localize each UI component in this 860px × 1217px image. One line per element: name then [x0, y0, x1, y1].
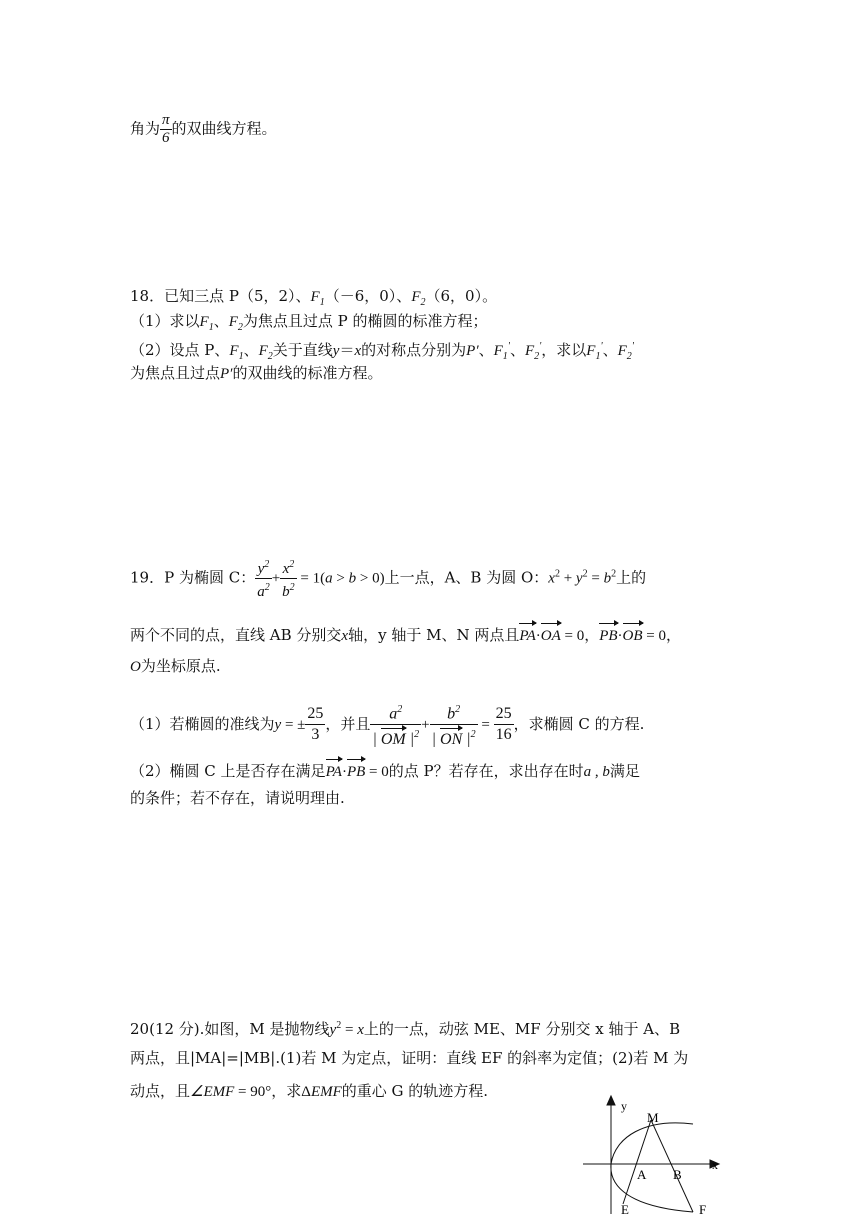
q19-line3: O为坐标原点. — [130, 657, 221, 675]
chord-me — [623, 1120, 651, 1204]
q18-line3: （2）设点 P、$F_1$、$F_2$关于直线y＝x的对称点分别为P′、$F_1'$、$F_2'$，求以$F_1'$、$F_2'$ — [130, 341, 634, 362]
top-line: 角为 $\frac{\pi}{6}$ 的双曲线方程。 — [130, 112, 277, 146]
q18-line4: 为焦点且过点P′的双曲线的标准方程。 — [130, 364, 383, 382]
q20-line1: 20(12 分).如图，M 是抛物线$y^2 = x$上的一点，动弦 ME、MF 分别交 x 轴于 A、B — [130, 1020, 681, 1038]
q20-line2: 两点，且|MA|=|MB|.(1)若 M 为定点，证明：直线 EF 的斜率为定值；(2)若 M 为 — [130, 1049, 689, 1067]
e-label: E — [621, 1202, 629, 1217]
q18-line1: 18．已知三点 P（5，2）、$F_1(-6$，0）、$F_2(6$，0）。 — [130, 287, 498, 308]
parabola-figure — [575, 1092, 735, 1217]
y-label: y — [621, 1099, 627, 1113]
q19-line5: （2）椭圆 C 上是否存在满足PA·PB = 0的点 P？若存在，求出存在时a , b满足 — [130, 760, 640, 783]
a-label: A — [637, 1167, 647, 1182]
q19-line4: （1）若椭圆的准线为y = ± $\frac{25}{3}$ ，并且 $\frac{a^2}{| OM |^2}$ + $\frac{b^2}{| ON |^2}$ = $\frac{25}{16}$ ，求椭圆 C 的方程. — [130, 704, 645, 748]
b-label: B — [673, 1167, 682, 1182]
q19-line2: 两个不同的点，直线 AB 分别交x轴，y 轴于 M、N 两点且PA·OA = 0，PB·OB = 0， — [130, 624, 681, 647]
x-label: x — [712, 1158, 718, 1172]
q20-line3: 动点，且∠EMF = 90°，求ΔEMF的重心 G 的轨迹方程. — [130, 1082, 489, 1100]
q19-line1: 19．P 为椭圆 C： $\frac{y^2}{a^2}$ + $\frac{x^2}{b^2}$ = 1(a > b > 0)上一点，A、B 为圆 O：$x^2 + y^2 = b^2$上的 — [130, 559, 647, 600]
q18-line2: （1）求以$F_1$、$F_2$为焦点且过点 P 的椭圆的标准方程； — [130, 312, 488, 333]
chord-mf — [651, 1120, 693, 1212]
y-axis-arrow — [607, 1096, 615, 1105]
pi-over-6: $\frac{\pi}{6}$ — [162, 112, 170, 146]
f-label: F — [699, 1202, 707, 1217]
m-label: M — [647, 1110, 659, 1125]
q19-line6: 的条件；若不存在，请说明理由. — [130, 789, 345, 807]
